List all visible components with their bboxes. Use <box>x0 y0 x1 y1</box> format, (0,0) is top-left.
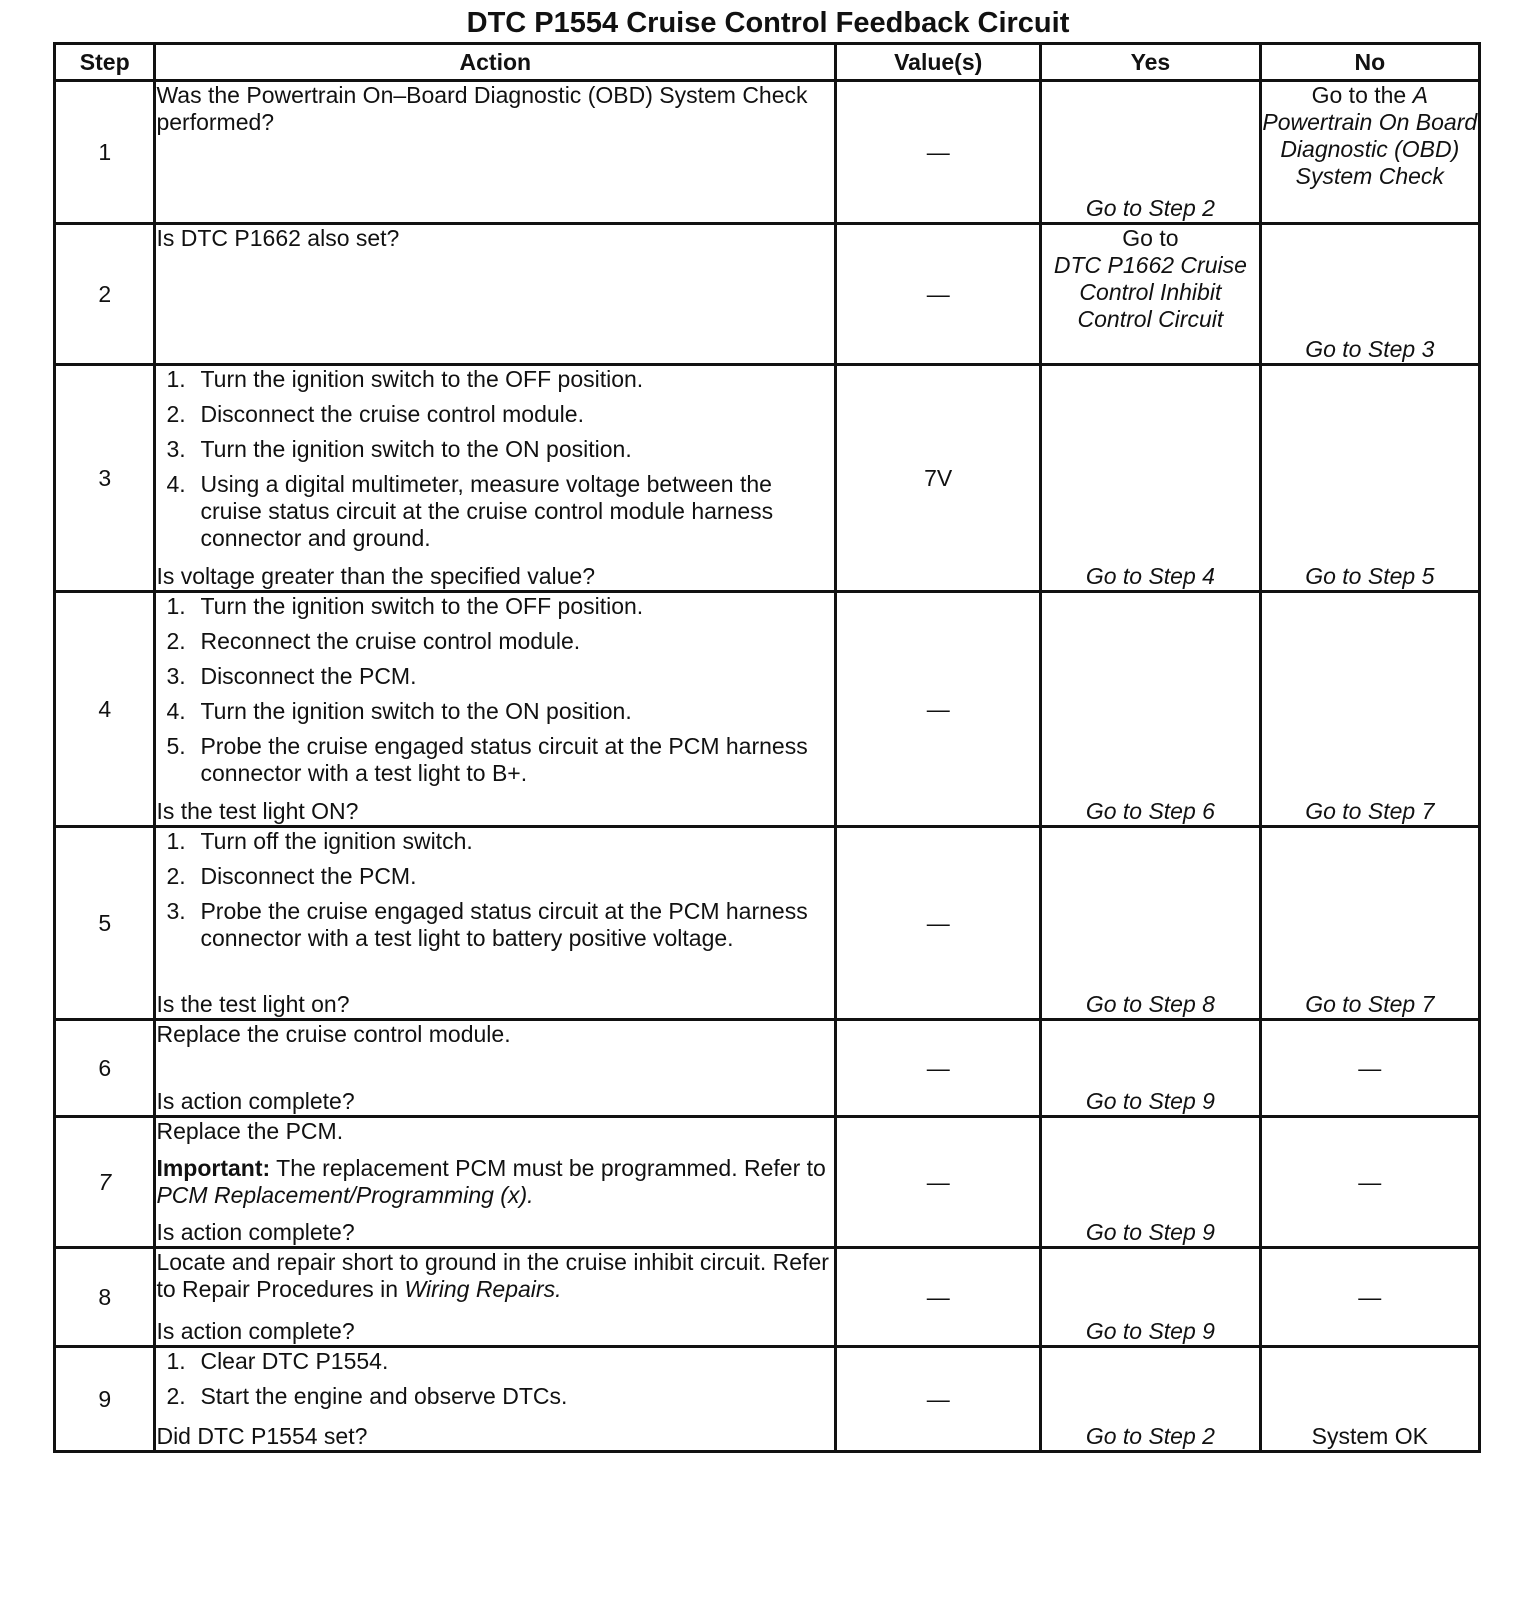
yes-link[interactable]: Go to Step 9 <box>1085 1219 1215 1245</box>
no-cell <box>1260 1347 1479 1452</box>
action-cell <box>155 81 836 224</box>
action-cell <box>155 1117 836 1248</box>
procedure-item: 2. Start the engine and observe DTCs. <box>166 1383 568 1409</box>
table-header-row <box>55 44 1480 81</box>
yes-cell <box>1041 224 1260 365</box>
question-text: Is voltage greater than the specified value? <box>156 563 596 589</box>
page-title: DTC P1554 Cruise Control Feedback Circuit <box>466 7 1070 39</box>
table-row <box>55 827 1480 1020</box>
yes-prefix: Go to <box>1122 225 1179 251</box>
no-cell <box>1260 81 1479 224</box>
procedure-item: 3. Probe the cruise engaged status circuit at the PCM harness connector with a test light to battery positive voltage. <box>166 898 808 951</box>
value-cell: — <box>836 592 1041 827</box>
header-action: Action <box>155 44 836 81</box>
yes-cell <box>1041 365 1260 592</box>
no-prefix: Go to the <box>1311 82 1407 108</box>
action-text: Locate and repair short to ground in the cruise inhibit circuit. Refer to Repair Procedures in Wiring Repairs. <box>156 1249 829 1302</box>
procedure-item: 2. Disconnect the PCM. <box>166 863 417 889</box>
yes-cell <box>1041 81 1260 224</box>
no-link[interactable]: Go to Step 7 <box>1305 991 1435 1017</box>
no-cell <box>1260 827 1479 1020</box>
step-number: 6 <box>55 1020 155 1117</box>
value-cell: — <box>836 1347 1041 1452</box>
no-link[interactable]: A Powertrain On Board Diagnostic (OBD) System Check <box>1262 82 1478 189</box>
table-row <box>55 1117 1480 1248</box>
value-cell: 7V <box>836 365 1041 592</box>
action-text: Was the Powertrain On–Board Diagnostic (OBD) System Check performed? <box>156 82 808 135</box>
yes-cell <box>1041 827 1260 1020</box>
yes-link[interactable]: DTC P1662 Cruise Control Inhibit Control Circuit <box>1053 252 1247 332</box>
value-cell: — <box>836 827 1041 1020</box>
no-link[interactable]: Go to Step 3 <box>1305 336 1435 362</box>
action-text: Replace the PCM. <box>156 1118 344 1144</box>
no-cell <box>1260 592 1479 827</box>
procedure-item: 1. Turn the ignition switch to the OFF position. <box>166 593 644 619</box>
action-cell <box>155 224 836 365</box>
important-note <box>156 1155 834 1209</box>
yes-link[interactable]: Go to Step 2 <box>1085 195 1215 221</box>
procedure-list <box>156 366 834 560</box>
action-text: Is DTC P1662 also set? <box>156 225 400 251</box>
value-cell: — <box>836 1117 1041 1248</box>
step-number: 4 <box>55 592 155 827</box>
table-row <box>55 365 1480 592</box>
header-step: Step <box>55 44 155 81</box>
procedure-item: 5. Probe the cruise engaged status circuit at the PCM harness connector with a test light to B+. <box>166 733 808 786</box>
step-number: 2 <box>55 224 155 365</box>
no-result: System OK <box>1311 1423 1428 1449</box>
procedure-item: 4. Turn the ignition switch to the ON position. <box>166 698 632 724</box>
table-row <box>55 1248 1480 1347</box>
header-values: Value(s) <box>836 44 1041 81</box>
procedure-item: 1. Turn the ignition switch to the OFF position. <box>166 366 644 392</box>
step-number: 9 <box>55 1347 155 1452</box>
procedure-item: 2. Disconnect the cruise control module. <box>166 401 584 427</box>
value-cell: — <box>836 1020 1041 1117</box>
procedure-list <box>156 593 834 795</box>
step-number: 8 <box>55 1248 155 1347</box>
step-number: 5 <box>55 827 155 1020</box>
yes-link[interactable]: Go to Step 4 <box>1085 563 1215 589</box>
important-text: The replacement PCM must be programmed. Refer to <box>276 1155 826 1181</box>
value-cell: — <box>836 224 1041 365</box>
procedure-item: 3. Turn the ignition switch to the ON position. <box>166 436 632 462</box>
action-text: Replace the cruise control module. <box>156 1021 511 1047</box>
table-row <box>55 1347 1480 1452</box>
no-cell: — <box>1260 1248 1479 1347</box>
table-row <box>55 1020 1480 1117</box>
no-cell: — <box>1260 1117 1479 1248</box>
reference-link[interactable]: PCM Replacement/Programming (x). <box>156 1182 534 1208</box>
question-text: Is action complete? <box>156 1318 355 1344</box>
action-cell <box>155 592 836 827</box>
table-row <box>55 592 1480 827</box>
header-no: No <box>1260 44 1479 81</box>
question-text: Is the test light ON? <box>156 798 359 824</box>
no-cell: — <box>1260 1020 1479 1117</box>
question-text: Is the test light on? <box>156 991 350 1017</box>
action-cell <box>155 1248 836 1347</box>
step-number: 7 <box>55 1117 155 1248</box>
table-row <box>55 81 1480 224</box>
procedure-list <box>156 828 834 960</box>
yes-cell <box>1041 592 1260 827</box>
yes-link[interactable]: Go to Step 8 <box>1085 991 1215 1017</box>
procedure-item: 4. Using a digital multimeter, measure voltage between the cruise status circuit at the cruise control module harness connector and ground. <box>166 471 774 551</box>
yes-cell <box>1041 1117 1260 1248</box>
action-cell <box>155 1347 836 1452</box>
procedure-item: 1. Turn off the ignition switch. <box>166 828 473 854</box>
important-label: Important: <box>156 1155 271 1181</box>
no-cell <box>1260 365 1479 592</box>
yes-link[interactable]: Go to Step 9 <box>1085 1088 1215 1114</box>
yes-link[interactable]: Go to Step 9 <box>1085 1318 1215 1344</box>
yes-cell <box>1041 1248 1260 1347</box>
question-text: Is action complete? <box>156 1219 355 1245</box>
no-link[interactable]: Go to Step 7 <box>1305 798 1435 824</box>
procedure-item: 2. Reconnect the cruise control module. <box>166 628 581 654</box>
question-text: Did DTC P1554 set? <box>156 1423 368 1449</box>
diagnostic-table <box>53 42 1481 1453</box>
question-text: Is action complete? <box>156 1088 355 1114</box>
reference-link[interactable]: Wiring Repairs. <box>404 1276 562 1302</box>
yes-cell <box>1041 1020 1260 1117</box>
no-cell <box>1260 224 1479 365</box>
table-row <box>55 224 1480 365</box>
procedure-item: 3. Disconnect the PCM. <box>166 663 417 689</box>
step-number: 3 <box>55 365 155 592</box>
no-link[interactable]: Go to Step 5 <box>1305 563 1435 589</box>
yes-link[interactable]: Go to Step 6 <box>1085 798 1215 824</box>
procedure-item: 1. Clear DTC P1554. <box>166 1348 389 1374</box>
procedure-list <box>156 1348 834 1418</box>
action-cell <box>155 365 836 592</box>
action-cell <box>155 827 836 1020</box>
header-yes: Yes <box>1041 44 1260 81</box>
yes-cell <box>1041 1347 1260 1452</box>
step-number: 1 <box>55 81 155 224</box>
value-cell: — <box>836 81 1041 224</box>
yes-link[interactable]: Go to Step 2 <box>1085 1423 1215 1449</box>
value-cell: — <box>836 1248 1041 1347</box>
action-cell <box>155 1020 836 1117</box>
